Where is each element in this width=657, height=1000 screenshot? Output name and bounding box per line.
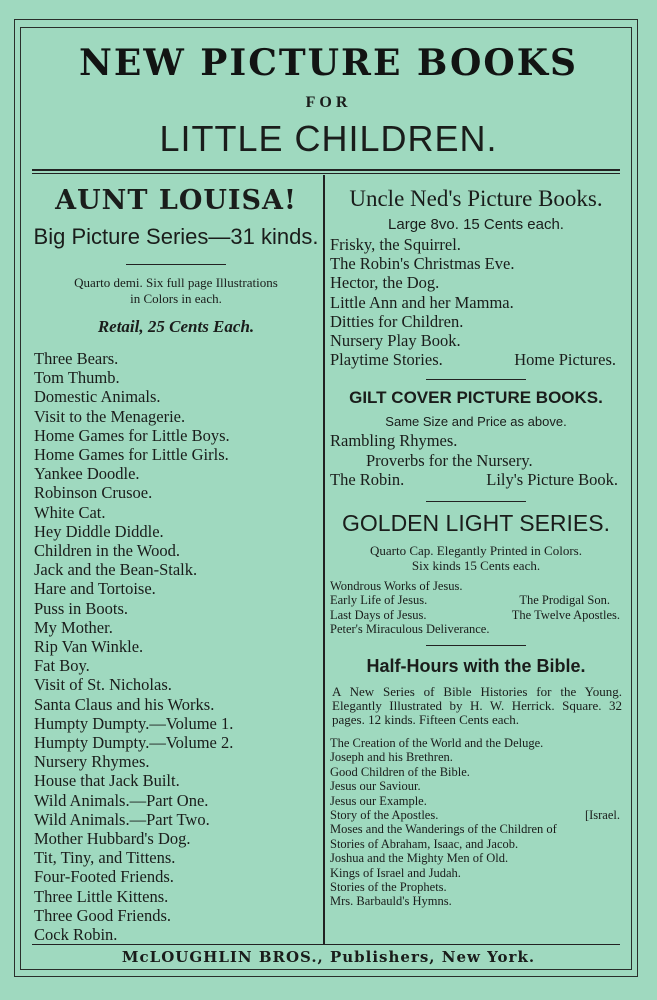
list-item: Humpty Dumpty.—Volume 1. bbox=[34, 713, 234, 733]
list-item-text: The Prodigal Son. bbox=[519, 593, 610, 608]
section-rule bbox=[126, 264, 226, 265]
list-item: Fat Boy. bbox=[34, 656, 90, 676]
list-item: Three Little Kittens. bbox=[34, 886, 169, 906]
list-item: Tit, Tiny, and Tittens. bbox=[34, 848, 176, 868]
list-item-text: Home Pictures. bbox=[514, 350, 616, 370]
list-item-text: Early Life of Jesus. bbox=[330, 593, 428, 608]
title-for: FOR bbox=[305, 94, 352, 111]
page-subtitle: LITTLE CHILDREN. bbox=[159, 118, 498, 159]
gilt-cover-price: Same Size and Price as above. bbox=[385, 414, 567, 430]
left-column bbox=[32, 183, 320, 944]
list-item: House that Jack Built. bbox=[34, 771, 180, 791]
list-item: Tom Thumb. bbox=[34, 368, 120, 388]
half-hours-list bbox=[330, 736, 622, 909]
list-item: Four-Footed Friends. bbox=[34, 867, 174, 887]
golden-light-list bbox=[330, 579, 622, 637]
list-item-text: Last Days of Jesus. bbox=[330, 607, 427, 622]
list-item: Puss in Boots. bbox=[34, 598, 128, 618]
uncle-ned-list bbox=[330, 235, 622, 350]
aunt-louisa-heading: AUNT LOUISA! bbox=[55, 185, 297, 216]
section-rule bbox=[426, 501, 526, 502]
list-item: Jesus our Example. bbox=[330, 793, 427, 808]
golden-light-heading: GOLDEN LIGHT SERIES. bbox=[342, 510, 610, 537]
list-item: White Cat. bbox=[34, 502, 106, 522]
list-item-text: The Twelve Apostles. bbox=[511, 607, 620, 622]
header-divider-thin bbox=[32, 173, 620, 174]
list-item-text: Playtime Stories. bbox=[330, 350, 443, 370]
list-item: Robinson Crusoe. bbox=[34, 483, 153, 503]
list-item: Three Bears. bbox=[34, 349, 119, 368]
list-item bbox=[330, 470, 622, 489]
list-item: My Mother. bbox=[34, 617, 113, 637]
list-item: Joshua and the Mighty Men of Old. bbox=[330, 851, 509, 866]
gilt-cover-list bbox=[330, 431, 622, 489]
uncle-ned-price: Large 8vo. 15 Cents each. bbox=[388, 216, 564, 233]
list-item: The Robin's Christmas Eve. bbox=[330, 254, 515, 274]
list-item: Wild Animals.—Part One. bbox=[34, 790, 209, 810]
list-item: Jack and the Bean-Stalk. bbox=[34, 560, 198, 580]
list-item: Wondrous Works of Jesus. bbox=[330, 579, 463, 594]
list-item: Santa Claus and his Works. bbox=[34, 694, 215, 714]
column-divider bbox=[323, 175, 325, 945]
list-item-text: Story of the Apostles. bbox=[330, 807, 439, 822]
list-item: Frisky, the Squirrel. bbox=[330, 235, 461, 254]
list-item: Rambling Rhymes. bbox=[330, 431, 458, 451]
series-description-2: in Colors in each. bbox=[130, 291, 222, 306]
list-item: Mother Hubbard's Dog. bbox=[34, 829, 191, 849]
uncle-ned-heading: Uncle Ned's Picture Books. bbox=[349, 186, 603, 211]
section-rule bbox=[426, 645, 526, 646]
page-title: NEW PICTURE BOOKS bbox=[78, 42, 579, 84]
list-item: Ditties for Children. bbox=[330, 311, 464, 331]
list-item-text: Lily's Picture Book. bbox=[486, 469, 618, 489]
list-item: Humpty Dumpty.—Volume 2. bbox=[34, 733, 234, 753]
list-item: Proverbs for the Nursery. bbox=[366, 450, 533, 470]
list-item: Rip Van Winkle. bbox=[34, 637, 144, 657]
list-item-text: [Israel. bbox=[584, 807, 620, 822]
list-item: Home Games for Little Boys. bbox=[34, 425, 230, 445]
list-item bbox=[330, 608, 622, 622]
list-item: Yankee Doodle. bbox=[34, 464, 140, 484]
series-description-1: Quarto demi. Six full page Illustrations bbox=[74, 275, 278, 290]
list-item: Moses and the Wanderings of the Children of bbox=[330, 822, 557, 837]
list-item: Stories of Abraham, Isaac, and Jacob. bbox=[330, 836, 519, 851]
list-item: Home Games for Little Girls. bbox=[34, 445, 229, 465]
golden-light-description-2: Six kinds 15 Cents each. bbox=[411, 558, 541, 574]
list-item: Domestic Animals. bbox=[34, 387, 161, 407]
list-item: Good Children of the Bible. bbox=[330, 764, 470, 779]
gilt-cover-heading: GILT COVER PICTURE BOOKS. bbox=[349, 388, 603, 408]
list-item: Hare and Tortoise. bbox=[34, 579, 156, 599]
list-item bbox=[330, 593, 622, 607]
list-item: Wild Animals.—Part Two. bbox=[34, 809, 210, 829]
list-item: Visit of St. Nicholas. bbox=[34, 675, 172, 695]
list-item: Nursery Rhymes. bbox=[34, 752, 150, 772]
header-divider bbox=[32, 169, 620, 171]
half-hours-heading: Half-Hours with the Bible. bbox=[366, 655, 586, 676]
list-item: Children in the Wood. bbox=[34, 541, 180, 561]
list-item: Hector, the Dog. bbox=[330, 273, 440, 293]
footer-divider bbox=[32, 944, 620, 945]
big-picture-series-heading: Big Picture Series—31 kinds. bbox=[33, 224, 319, 249]
list-item: Cock Robin. bbox=[34, 925, 118, 945]
list-item: Joseph and his Brethren. bbox=[330, 750, 453, 765]
list-item bbox=[330, 808, 622, 822]
list-item: Stories of the Prophets. bbox=[330, 879, 447, 894]
right-column bbox=[330, 186, 622, 909]
list-item: Kings of Israel and Judah. bbox=[330, 865, 461, 880]
list-item bbox=[330, 350, 622, 369]
list-item: Jesus our Saviour. bbox=[330, 779, 421, 794]
half-hours-description: A New Series of Bible Histories for the Young. Elegantly Illustrated by H. W. Herrick. Square. 32 pages. 12 kinds. Fifteen Cents each. bbox=[332, 683, 622, 728]
list-item: Little Ann and her Mamma. bbox=[330, 292, 514, 312]
retail-price: Retail, 25 Cents Each. bbox=[97, 317, 255, 336]
list-item-text: The Robin. bbox=[330, 469, 405, 489]
golden-light-description-1: Quarto Cap. Elegantly Printed in Colors. bbox=[370, 543, 582, 559]
list-item: Peter's Miraculous Deliverance. bbox=[330, 622, 490, 637]
list-item: The Creation of the World and the Deluge. bbox=[330, 735, 544, 750]
publisher-footer: McLOUGHLIN BROS., Publishers, New York. bbox=[121, 948, 536, 966]
list-item: Mrs. Barbauld's Hymns. bbox=[330, 894, 452, 909]
list-item: Nursery Play Book. bbox=[330, 331, 461, 351]
list-item: Three Good Friends. bbox=[34, 905, 172, 925]
aunt-louisa-list bbox=[32, 349, 320, 944]
list-item: Hey Diddle Diddle. bbox=[34, 521, 164, 541]
list-item: Visit to the Menagerie. bbox=[34, 406, 186, 426]
section-rule bbox=[426, 379, 526, 380]
